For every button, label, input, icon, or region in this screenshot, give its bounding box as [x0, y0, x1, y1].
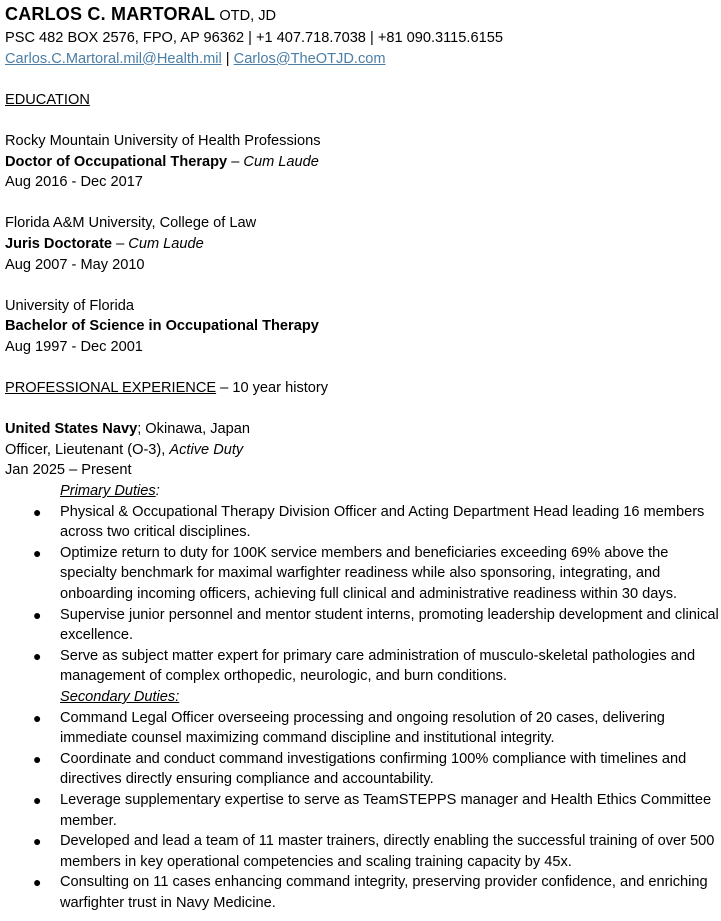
- credentials: OTD, JD: [219, 8, 277, 24]
- job-status: Active Duty: [169, 441, 244, 458]
- duty-bullet-item: [5, 872, 720, 913]
- bullet-icon: ●: [33, 544, 42, 561]
- school-name: Florida A&M University, College of Law: [5, 215, 257, 232]
- honor: Cum Laude: [128, 235, 204, 252]
- primary-duties-heading: [5, 481, 715, 502]
- duty-bullet-item: [5, 708, 720, 749]
- email-separator: |: [225, 50, 230, 67]
- job-dates: Jan 2025 – Present: [5, 462, 132, 479]
- duty-text: Coordinate and conduct command investigations confirming 100% compliance with timelines and directives directly ensuring compliance and accountability.: [60, 750, 687, 788]
- bullet-icon: ●: [33, 647, 42, 664]
- degree-dash: –: [227, 153, 244, 170]
- email-link-navy[interactable]: Carlos.C.Martoral.mil@Health.mil: [5, 50, 222, 67]
- degree: Bachelor of Science in Occupational Therapy: [5, 318, 319, 335]
- secondary-duties-list: [5, 708, 715, 914]
- primary-duties-colon: :: [155, 483, 160, 500]
- employer-line: [5, 419, 715, 440]
- education-entry: [5, 296, 715, 358]
- email-link-personal[interactable]: Carlos@TheOTJD.com: [233, 50, 386, 67]
- job-title: Officer, Lieutenant (O-3),: [5, 441, 170, 458]
- duty-bullet-item: [5, 646, 720, 687]
- degree-line: [5, 234, 715, 255]
- duty-text: Developed and lead a team of 11 master trainers, directly enabling the successful training of over 500 members in key operational competencies and scaling training capacity by 45x.: [60, 833, 715, 870]
- secondary-duties-heading: Secondary Duties:: [60, 689, 180, 705]
- education-entry: [5, 213, 715, 275]
- bullet-icon: ●: [33, 750, 42, 767]
- job-title-line: [5, 440, 715, 461]
- candidate-name: CARLOS C. MARTORAL: [5, 4, 216, 24]
- location: ; Okinawa, Japan: [137, 421, 250, 438]
- email-line: [5, 49, 715, 70]
- bullet-icon: ●: [33, 503, 42, 520]
- duty-bullet-item: [5, 790, 720, 831]
- degree: Doctor of Occupational Therapy: [5, 153, 228, 170]
- primary-duties-label: Primary Duties: [60, 483, 156, 500]
- duty-text: Command Legal Officer overseeing processing and ongoing resolution of 20 cases, delivering immediate counsel maximizing command discipline and institutional integrity.: [60, 709, 665, 747]
- duty-text: Optimize return to duty for 100K service members and beneficiaries exceeding 69% above the specialty benchmark for maximal warfighter readiness while also sponsoring, integrating, and onboarding incoming officers, achieving full clinical and administrative readiness within 30 days.: [60, 544, 678, 603]
- bullet-icon: ●: [33, 791, 42, 808]
- degree-dash: –: [112, 235, 129, 252]
- contact-line: PSC 482 BOX 2576, FPO, AP 96362 | +1 407.718.7038 | +81 090.3115.6155: [5, 30, 503, 46]
- bullet-icon: ●: [33, 874, 42, 891]
- duty-bullet-item: [5, 605, 720, 646]
- bullet-icon: ●: [33, 709, 42, 726]
- degree: Juris Doctorate: [5, 235, 113, 252]
- experience-heading-line: [5, 378, 715, 399]
- education-dates: Aug 2007 - May 2010: [5, 256, 145, 273]
- degree-line: [5, 316, 715, 337]
- experience-heading-suffix: – 10 year history: [216, 380, 329, 397]
- duty-text: Supervise junior personnel and mentor student interns, promoting leadership development and clinical excellence.: [60, 606, 719, 644]
- education-dates: Aug 2016 - Dec 2017: [5, 174, 143, 191]
- duty-text: Consulting on 11 cases enhancing command integrity, preserving provider confidence, and enriching warfighter trust in Navy Medicine.: [60, 874, 708, 911]
- duty-text: Leverage supplementary expertise to serve as TeamSTEPPS manager and Health Ethics Committee member.: [60, 791, 712, 829]
- school-name: Rocky Mountain University of Health Professions: [5, 132, 321, 149]
- honor: Cum Laude: [243, 153, 319, 170]
- primary-duties-list: [5, 502, 719, 687]
- bullet-icon: ●: [33, 606, 42, 623]
- duty-bullet-item: [5, 543, 720, 605]
- experience-heading: PROFESSIONAL EXPERIENCE: [5, 380, 217, 397]
- education-dates: Aug 1997 - Dec 2001: [5, 338, 143, 355]
- degree-line: [5, 152, 715, 173]
- duty-bullet-item: [5, 749, 720, 790]
- duty-text: Serve as subject matter expert for primary care administration of musculo-skeletal pathologies and management of complex orthopedic, neurologic, and burn conditions.: [60, 647, 696, 685]
- duty-bullet-item: [5, 502, 720, 543]
- education-heading: EDUCATION: [5, 91, 90, 108]
- duty-text: Physical & Occupational Therapy Division Officer and Acting Department Head leading 16 members across two critical disciplines.: [60, 503, 705, 541]
- duty-bullet-item: [5, 831, 720, 872]
- school-name: University of Florida: [5, 297, 134, 314]
- bullet-icon: ●: [33, 833, 42, 850]
- employer: United States Navy: [5, 421, 138, 438]
- education-entry: [5, 131, 715, 193]
- name-header: [5, 0, 715, 28]
